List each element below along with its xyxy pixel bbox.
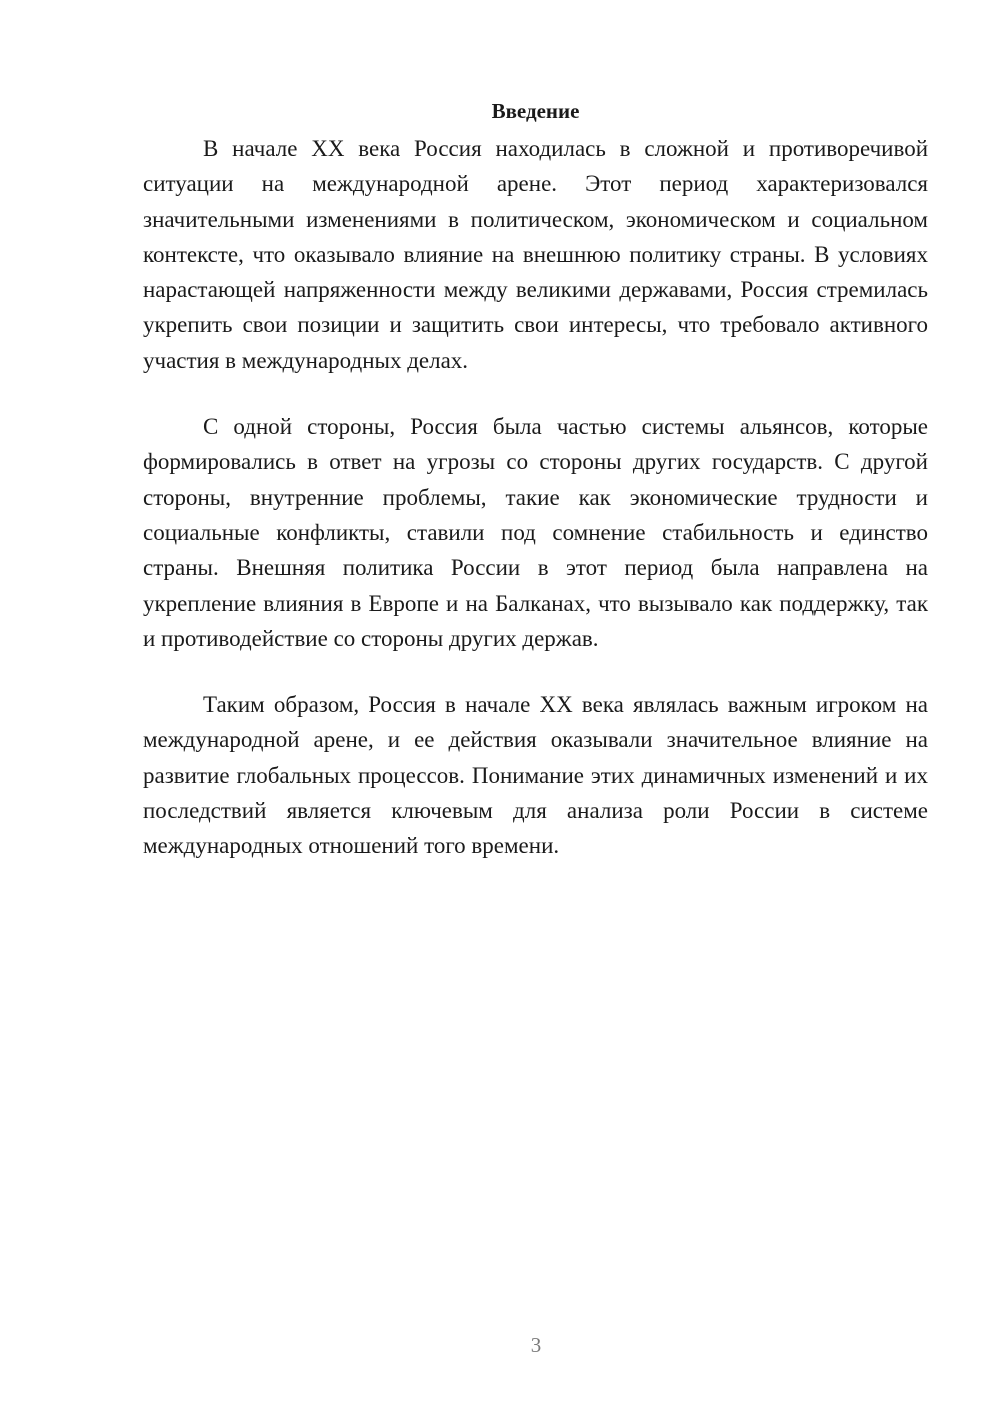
paragraph-3: Таким образом, Россия в начале XX века являлась важным игроком на международной арене, и ее действия оказывали значительное влияние на развитие глобальных процессов. Понимание этих динамичных изменений и их последствий является ключевым для анализа роли России в системе международных отношений того времени. (143, 692, 928, 859)
page-number: 3 (530, 1333, 542, 1357)
paragraph-1: В начале XX века Россия находилась в сложной и противоречивой ситуации на международной арене. Этот период характеризовался значительными изменениями в политическом, экономическом и социальном контексте, что оказывало влияние на внешнюю политику страны. В условиях нарастающей напряженности между великими державами, Россия стремилась укрепить свои позиции и защитить свои интересы, что требовало активного участия в международных делах. (143, 136, 928, 373)
page-body (143, 96, 928, 895)
paragraph-2: С одной стороны, Россия была частью системы альянсов, которые формировались в ответ на угрозы со стороны других государств. С другой стороны, внутренние проблемы, такие как экономические трудности и социальные конфликты, ставили под сомнение стабильность и единство страны. Внешняя политика России в этот период была направлена на укрепление влияния в Европе и на Балканах, что вызывало как поддержку, так и противодействие со стороны других держав. (143, 414, 928, 651)
section-heading: Введение (491, 99, 580, 123)
